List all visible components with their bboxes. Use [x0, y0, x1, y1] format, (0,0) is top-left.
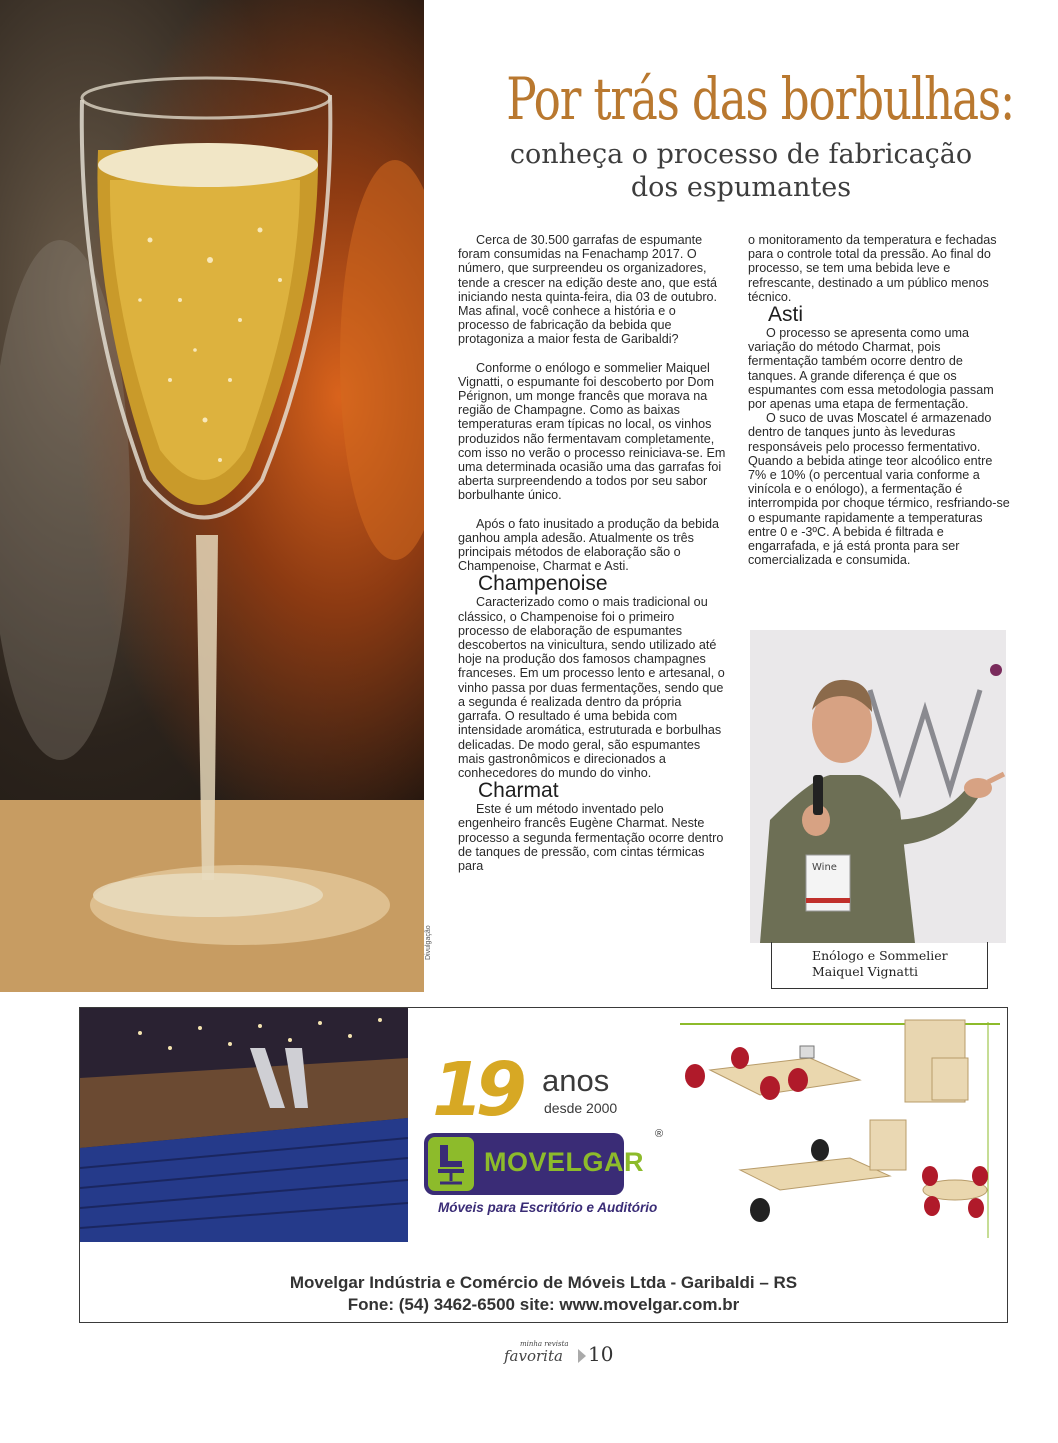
chair-icon: [428, 1137, 474, 1191]
brand-name: MOVELGAR: [484, 1147, 645, 1177]
headline: [440, 66, 1042, 204]
paragraph: O suco de uvas Moscatel é armazenado dentro de tanques junto às leveduras responsáveis pelo processo fermentativo. Quando a bebida atinge teor alcoólico entre 7% e 10% (o percentual varia conforme a vinícola e o enólogo), a fermentação é interrompida por choque térmico, resfriando-se o espumante rapidamente a temperaturas entre 0 e -3ºC. A bebida é filtrada e engarrafada, e já está pronta para ser comercializada e consumida.: [748, 411, 1010, 568]
article-column-1: [458, 233, 726, 873]
office-furniture-illustration: [670, 1010, 1004, 1240]
paragraph: O processo se apresenta como uma variação do método Charmat, pois fermentação também ocorre dentro de tanques. A grande diferença é que os espumantes com essa metodologia passam por apenas uma etapa de fermentação.: [748, 326, 994, 412]
section-heading-charmat: Charmat: [478, 779, 559, 803]
since-label: desde 2000: [544, 1100, 618, 1116]
paragraph: Caracterizado como o mais tradicional ou clássico, o Champenoise foi o primeiro processo de elaboração de espumantes descobertos na vinicultura, sendo utilizado até hoje na produção dos famosos champagnes franceses. Em um processo lento e artesanal, o vinho passa por duas fermentações, sendo que a segunda é realizada dentro da própria garrafa. O resultado é uma bebida com intensidade aromática, estruturada e borbulhas delicadas. De modo geral, são espumantes mais gastronômicos e direcionados a conhecedores do mundo do vinho.: [458, 595, 725, 780]
paragraph: o monitoramento da temperatura e fechadas para o controle total da pressão. Ao final do processo, se tem uma bebida leve e refrescante, destinado a um público menos técnico.: [748, 233, 997, 304]
anniversary-logo: [432, 1047, 646, 1133]
paragraph: Cerca de 30.500 garrafas de espumante foram consumidas na Fenachamp 2017. O número, que surpreendeu os organizadores, tende a crescer na edição deste ano, que está iniciando nesta quinta-feira, dia 03 de outubro. Mas afinal, você conhece a história e o processo de fabricação da bebida que protagoniza a maior festa de Garibaldi?: [458, 233, 718, 347]
office-furniture-photo: [670, 1010, 1004, 1240]
magazine-logo-small: minha revista: [520, 1340, 569, 1348]
champagne-photo: [0, 0, 424, 992]
company-info: [80, 1272, 1007, 1316]
company-contact: Fone: (54) 3462-6500 site: www.movelgar.com.br: [347, 1295, 740, 1314]
article-subtitle: [440, 138, 1042, 204]
paragraph: Este é um método inventado pelo engenheiro francês Eugène Charmat. Neste processo a segunda fermentação ocorre dentro de tanques de pressão, com cintas térmicas para: [458, 802, 724, 873]
section-heading-asti: Asti: [768, 303, 804, 327]
registered-mark: ®: [655, 1128, 664, 1140]
photo-credit: Divulgação: [425, 925, 432, 960]
paragraph: Após o fato inusitado a produção da bebida ganhou ampla adesão. Atualmente os três principais métodos de elaboração são o Champenoise, Charmat e Asti.: [458, 516, 719, 574]
champagne-glass-illustration: [0, 0, 424, 992]
magazine-logo: favorita: [504, 1347, 563, 1365]
caption-line-2: Maiquel Vignatti: [812, 964, 919, 979]
caption-line-1: Enólogo e Sommelier: [812, 948, 948, 963]
movelgar-advertisement: [79, 1007, 1008, 1323]
page-footer: [500, 1340, 630, 1370]
section-heading-champenoise: Champenoise: [478, 572, 608, 596]
badge-text: Wine: [812, 862, 837, 873]
auditorium-photo: [80, 1008, 408, 1242]
paragraph: Conforme o enólogo e sommelier Maiquel Vignatti, o espumante foi descoberto por Dom Pérignon, um monge francês que morava na região de Champagne. Como as baixas temperaturas eram típicas no local, os vinhos produzidos não fermentavam completamente, com isso no verão o processo reiniciava-se. Em uma determinada ocasião uma das garrafas foi aberta surpreendendo a todos por seu sabor borbulhante único.: [458, 360, 726, 503]
article-title: Por trás das borbulhas:: [506, 65, 1015, 133]
article-column-2: [748, 233, 1012, 567]
auditorium-illustration: [80, 1008, 408, 1242]
subtitle-line-2: dos espumantes: [630, 172, 852, 203]
anos-label: anos: [542, 1063, 610, 1098]
sommelier-illustration: [750, 630, 1006, 943]
subtitle-line-1: conheça o processo de fabricação: [509, 139, 973, 170]
sommelier-photo: [750, 630, 1006, 943]
page-number: 10: [588, 1342, 614, 1366]
arrow-icon: [578, 1349, 586, 1363]
anniversary-number: 19: [432, 1047, 519, 1133]
photo-caption: [812, 948, 972, 980]
brand-tagline: Móveis para Escritório e Auditório: [438, 1200, 658, 1215]
company-name: Movelgar Indústria e Comércio de Móveis Ltda - Garibaldi – RS: [289, 1273, 798, 1292]
movelgar-logo: [424, 1133, 645, 1195]
